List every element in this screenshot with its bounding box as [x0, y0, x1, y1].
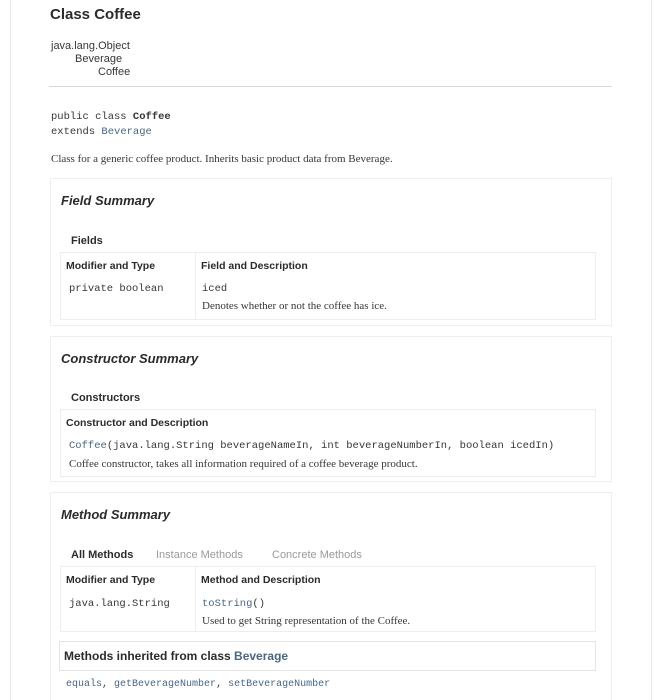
inherited-separator: , [102, 679, 115, 690]
constructors-col-header: Constructor and Description [66, 417, 209, 429]
class-title: Class Coffee [50, 6, 141, 23]
fields-column-divider [195, 253, 196, 319]
constructor-summary-block [50, 336, 612, 482]
inherited-methods-title [64, 649, 288, 663]
declaration-class-name: Coffee [132, 111, 171, 123]
inherited-separator: , [216, 679, 229, 690]
field-summary-block [50, 178, 612, 326]
inherited-method-link[interactable]: getBeverageNumber [114, 679, 217, 690]
class-description: Class for a generic coffee product. Inherits basic product data from Beverage. [51, 153, 393, 165]
inheritance-root: java.lang.Object [51, 40, 130, 52]
constructor-params: (java.lang.String beverageNameIn, int beverageNumberIn, boolean icedIn) [106, 440, 555, 452]
constructor-name-link[interactable]: Coffee [69, 440, 107, 452]
inherited-method-link[interactable]: setBeverageNumber [228, 679, 331, 690]
method-return-type: java.lang.String [69, 598, 170, 610]
header-divider [49, 86, 612, 87]
extends-prefix: extends [51, 126, 102, 138]
inherited-prefix: Methods inherited from class [64, 649, 235, 663]
field-description: Denotes whether or not the coffee has ice. [202, 300, 387, 312]
tab-all-methods[interactable]: All Methods [71, 549, 134, 561]
methods-col-type-header: Modifier and Type [66, 574, 156, 586]
fields-caption: Fields [71, 235, 103, 247]
constructor-signature [69, 440, 554, 452]
declaration-prefix: public class [51, 111, 133, 123]
methods-col-desc-header: Method and Description [201, 574, 321, 586]
constructor-description: Coffee constructor, takes all information required of a coffee beverage product. [69, 458, 418, 470]
methods-column-divider [195, 567, 196, 631]
class-declaration [51, 111, 171, 123]
inherited-methods-list [66, 679, 330, 690]
field-name-link[interactable]: iced [202, 283, 228, 295]
fields-col-desc-header: Field and Description [201, 260, 308, 272]
tab-concrete-methods[interactable]: Concrete Methods [272, 549, 362, 561]
inherited-class-link[interactable]: Beverage [234, 649, 289, 663]
inheritance-parent-link[interactable]: Beverage [75, 53, 123, 65]
extends-parent-link[interactable]: Beverage [101, 126, 152, 138]
inherited-method-link[interactable]: equals [66, 679, 103, 690]
fields-col-type-header: Modifier and Type [66, 260, 156, 272]
method-summary-title: Method Summary [61, 507, 171, 522]
class-extends [51, 126, 152, 138]
field-type: private boolean [69, 283, 164, 295]
constructors-caption: Constructors [71, 392, 141, 404]
constructor-summary-title: Constructor Summary [61, 351, 199, 366]
inheritance-current: Coffee [98, 66, 131, 78]
field-summary-title: Field Summary [61, 193, 155, 208]
method-signature [202, 598, 265, 610]
method-name-link[interactable]: toString [202, 598, 253, 610]
method-description: Used to get String representation of the Coffee. [202, 615, 411, 627]
tab-instance-methods[interactable]: Instance Methods [156, 549, 243, 561]
method-params: () [252, 598, 266, 610]
